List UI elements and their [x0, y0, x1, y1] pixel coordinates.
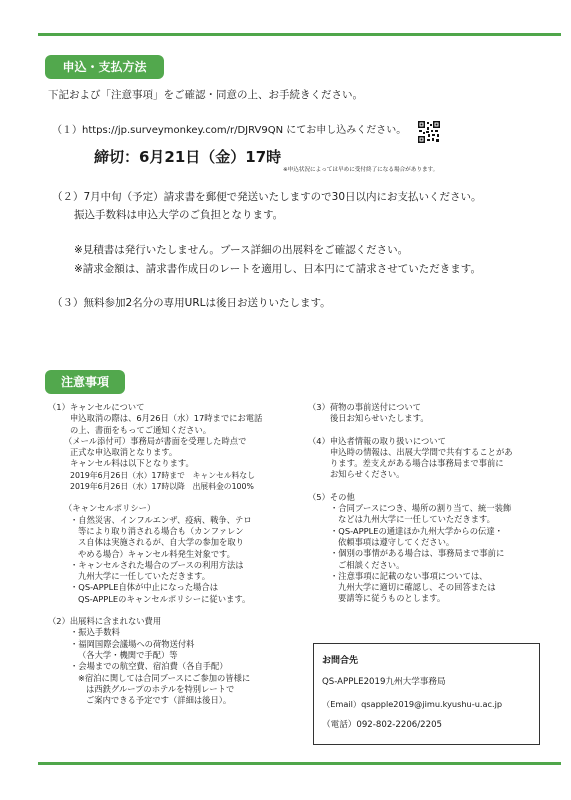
- notes-right-line: 申込時の情報は、出展大学間で共有することがあ: [330, 446, 513, 457]
- notes-right-line: 要請等に従うものとします。: [338, 593, 446, 604]
- notes-left-line: ご案内できる予定です（詳細は後日）。: [86, 695, 232, 706]
- notes-right-line: [308, 481, 513, 492]
- contact-email[interactable]: （Email）qsapple2019@jimu.kyushu-u.ac.jp: [322, 699, 503, 709]
- notes-left-line: ・振込手数料: [70, 627, 120, 638]
- notes-left-line: やめる場合）キャンセル料発生対象です。: [78, 548, 235, 559]
- notes-right-line: ・個別の事情がある場合は、事務局まで事前に: [330, 548, 505, 559]
- notes-right-line: ります。差支えがある場合は事務局まで事前に: [330, 458, 504, 469]
- deadline-text: 締切：6月21日（金）17時: [94, 148, 282, 166]
- notes-left-line: （1）キャンセルについて: [48, 402, 145, 412]
- payment-item-2-line-1: （２）7月中旬（予定）請求書を郵便で発送いたしますので30日以内にお支払いください。: [52, 191, 482, 203]
- notes-right-column: [308, 402, 513, 605]
- top-divider: [38, 33, 561, 36]
- notes-left-line: [48, 492, 262, 503]
- notes-left-line: ・福岡国際会議場への荷物送付料: [70, 638, 195, 649]
- notes-left-line: ・キャンセルされた場合のブースの利用方法は: [70, 559, 244, 570]
- notes-left-column: [48, 402, 262, 706]
- notes-right-line: （3）荷物の事前送付について: [308, 402, 421, 412]
- notes-left-line: （キャンセルポリシー）: [64, 503, 156, 514]
- notes-left-line: は西鉄グループのホテルを特別レートで: [86, 683, 235, 694]
- notes-left-line: [48, 605, 262, 616]
- bottom-divider: [38, 762, 561, 765]
- qr-code-icon: [418, 121, 440, 143]
- notes-left-line: ・QS-APPLE自体が中止になった場合は: [70, 582, 219, 593]
- notes-right-line: [308, 425, 513, 436]
- payment-item-2-note-2: ※請求金額は、請求書作成日のレートを適用し、日本円にて請求させていただきます。: [74, 263, 481, 275]
- contact-title: お問合先: [322, 656, 359, 666]
- payment-item-2-line-2: 振込手数料は申込大学のご負担となります。: [74, 209, 284, 221]
- notes-left-line: の上、書面をもってご通知ください。: [70, 424, 212, 435]
- notes-right-line: 九州大学に適切に確認し、その回答または: [338, 582, 496, 593]
- notes-left-line: 2019年6月26日（水）17時まで キャンセル料なし: [70, 470, 255, 480]
- notes-right-line: お知らせください。: [330, 469, 405, 480]
- notes-left-line: ス自体は実施されるが、自大学の参加を取り: [78, 537, 244, 548]
- notes-left-line: 等により取り消される場合も（カンファレン: [78, 525, 244, 536]
- notes-left-line: （メール添付可）事務局が書面を受理した時点で: [64, 435, 247, 446]
- payment-item-3: （３）無料参加2名分の専用URLは後日お送りいたします。: [52, 297, 331, 309]
- notes-left-line: 2019年6月26日（水）17時以降 出展料金の100%: [70, 482, 254, 492]
- notes-right-line: ・QS-APPLEの通達ほか九州大学からの伝達・: [330, 525, 503, 536]
- notes-left-line: 申込取消の際は、6月26日（水）17時までにお電話: [70, 413, 263, 424]
- payment-section-heading: 申込・支払方法: [45, 55, 164, 79]
- notes-left-line: （各大学・機関で手配）等: [78, 649, 178, 660]
- notes-left-line: ・自然災害、インフルエンザ、疫病、戦争、テロ: [70, 514, 252, 525]
- notes-right-line: ご相談ください。: [338, 559, 405, 570]
- deadline-note: ※申込状況によっては早めに受付終了になる場合があります。: [283, 167, 439, 173]
- notes-right-line: ・合同ブースにつき、場所の割り当て、統一装飾: [330, 503, 512, 514]
- payment-item-1: （１）https://jp.surveymonkey.com/r/DJRV9QN にてお申し込みください。: [52, 125, 407, 136]
- notes-section-heading: 注意事項: [45, 370, 125, 394]
- notes-right-line: （5）その他: [308, 491, 355, 502]
- notes-left-line: ・会場までの航空費、宿泊費（各自手配）: [70, 661, 228, 672]
- payment-item-2-note-1: ※見積書は発行いたしません。ブース詳細の出展料をご確認ください。: [74, 244, 409, 256]
- contact-box: [313, 643, 540, 745]
- notes-right-line: ・注意事項に記載のない事項については、: [330, 570, 488, 581]
- contact-phone: （電話）092-802-2206/2205: [322, 720, 443, 730]
- contact-org: QS-APPLE2019九州大学事務局: [322, 677, 446, 687]
- notes-left-line: ※宿泊に関しては合同ブースにご参加の皆様に: [78, 672, 251, 683]
- notes-right-line: などは九州大学に一任していただきます。: [338, 514, 495, 525]
- payment-intro: 下記および「注意事項」をご確認・同意の上、お手続きください。: [48, 89, 363, 101]
- notes-left-line: （2）出展料に含まれない費用: [48, 616, 162, 627]
- notes-left-line: QS-APPLEのキャンセルポリシーに従います。: [78, 593, 251, 604]
- notes-right-line: 後日お知らせいたします。: [330, 413, 429, 424]
- notes-left-line: 九州大学に一任していただきます。: [78, 571, 211, 582]
- notes-right-line: （4）申込者情報の取り扱いについて: [308, 435, 446, 446]
- notes-left-line: 正式な申込取消となります。: [70, 447, 178, 458]
- notes-left-line: キャンセル料は以下となります。: [70, 458, 194, 469]
- notes-right-line: 依頼事項は遵守してください。: [338, 536, 455, 547]
